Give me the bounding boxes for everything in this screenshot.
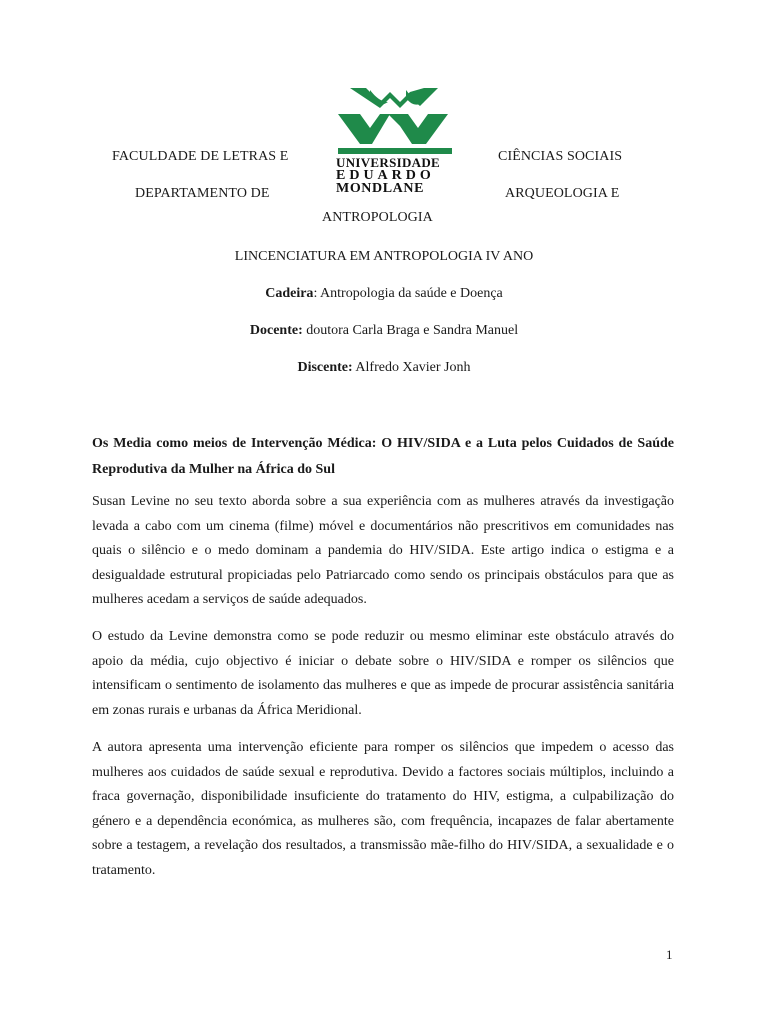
- docente-label: Docente:: [249, 323, 303, 338]
- cadeira-label: Cadeira: [265, 286, 314, 301]
- header-department-line3: ANTROPOLOGIA: [322, 210, 433, 225]
- university-logo-icon: [330, 84, 460, 156]
- logo-text-line2: EDUARDO: [336, 168, 435, 183]
- cadeira-value: : Antropologia da saúde e Doença: [313, 286, 503, 301]
- paragraph-3: A autora apresenta uma intervenção eficiente para romper os silêncios que impedem o acesso das mulheres aos cuidados de saúde sexual e reprodutiva. Devido a factores sociais múltiplos, incluindo a fraca governação, disponibilidade insuficiente do tratamento do HIV, estigma, a culpabilização do género e a dependência económica, as mulheres são, com frequência, incapazes de falar abertamente sobre a testagem, a revelação dos resultados, a transmissão mãe-filho do HIV/SIDA, a sexualidade e o tratamento.: [92, 740, 674, 878]
- page-number: 1: [666, 947, 673, 962]
- docente-line: [0, 323, 768, 339]
- cadeira-line: [0, 286, 768, 302]
- docente-value: doutora Carla Braga e Sandra Manuel: [302, 323, 519, 338]
- header-faculty-left: FACULDADE DE LETRAS E: [112, 149, 289, 164]
- discente-line: [0, 360, 768, 376]
- header-department-left: DEPARTAMENTO DE: [135, 186, 270, 201]
- logo-text-line1: UNIVERSIDADE: [336, 155, 441, 170]
- header-faculty-right: CIÊNCIAS SOCIAIS: [498, 149, 623, 164]
- header-department-right: ARQUEOLOGIA E: [505, 186, 620, 201]
- paragraph-1: Susan Levine no seu texto aborda sobre a sua experiência com as mulheres através da investigação levada a cabo com um cinema (filme) móvel e documentários não prescritivos em comunidades nas quais o silêncio e o medo dominam a pandemia do HIV/SIDA. Este artigo indica o estigma e a desigualdade estrutural propiciadas pelo Patriarcado como sendo os principais obstáculos para que as mulheres acedam a serviços de saúde adequados.: [92, 494, 674, 607]
- document-title: Os Media como meios de Intervenção Médica: O HIV/SIDA e a Luta pelos Cuidados de Saúde Reprodutiva da Mulher na África do Sul: [92, 436, 674, 477]
- logo-text-line3: MONDLANE: [336, 181, 425, 196]
- course-title: LINCENCIATURA EM ANTROPOLOGIA IV ANO: [234, 249, 534, 264]
- discente-label: Discente:: [297, 360, 353, 375]
- paragraph-2: O estudo da Levine demonstra como se pode reduzir ou mesmo eliminar este obstáculo através do apoio da média, cujo objectivo é iniciar o debate sobre o HIV/SIDA e romper os silêncios que intensificam o sentimento de isolamento das mulheres e que as impede de procurar assistência sanitária em zonas rurais e urbanas da África Meridional.: [92, 629, 674, 718]
- discente-value: Alfredo Xavier Jonh: [352, 360, 471, 375]
